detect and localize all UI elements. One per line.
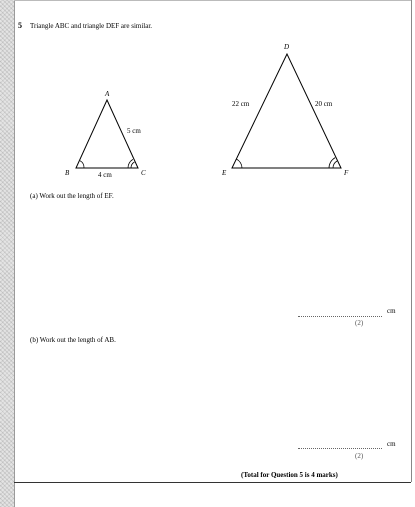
triangle-def (232, 54, 341, 168)
angle-mark-c-inner (131, 162, 134, 168)
marks-a: (2) (355, 319, 364, 327)
question-total: (Total for Question 5 is 4 marks) (241, 471, 338, 479)
answer-unit-b: cm (387, 440, 396, 448)
answer-unit-a: cm (387, 307, 396, 315)
angle-mark-b (80, 161, 84, 168)
part-a-prompt: (a) Work out the length of EF. (30, 192, 114, 200)
angle-mark-e (236, 159, 242, 168)
question-text: Triangle ABC and triangle DEF are similar. (30, 22, 153, 30)
side-label-df: 20 cm (315, 100, 333, 108)
side-label-bc: 4 cm (98, 171, 112, 179)
marks-b: (2) (355, 452, 364, 460)
question-number: 5 (18, 21, 22, 30)
bottom-rule (14, 482, 411, 483)
vertex-label-c: C (141, 169, 146, 177)
answer-line-b[interactable] (298, 448, 382, 449)
vertex-label-d: D (284, 43, 290, 51)
angle-mark-f-outer (329, 158, 335, 168)
vertex-label-e: E (222, 169, 227, 177)
answer-line-a[interactable] (298, 316, 382, 317)
vertex-label-a: A (105, 90, 110, 98)
angle-mark-f-inner (333, 161, 337, 168)
side-label-ac: 5 cm (127, 127, 141, 135)
side-label-de: 22 cm (232, 100, 250, 108)
vertex-label-b: B (65, 169, 70, 177)
part-b-prompt: (b) Work out the length of AB. (30, 336, 116, 344)
vertex-label-f: F (344, 169, 349, 177)
